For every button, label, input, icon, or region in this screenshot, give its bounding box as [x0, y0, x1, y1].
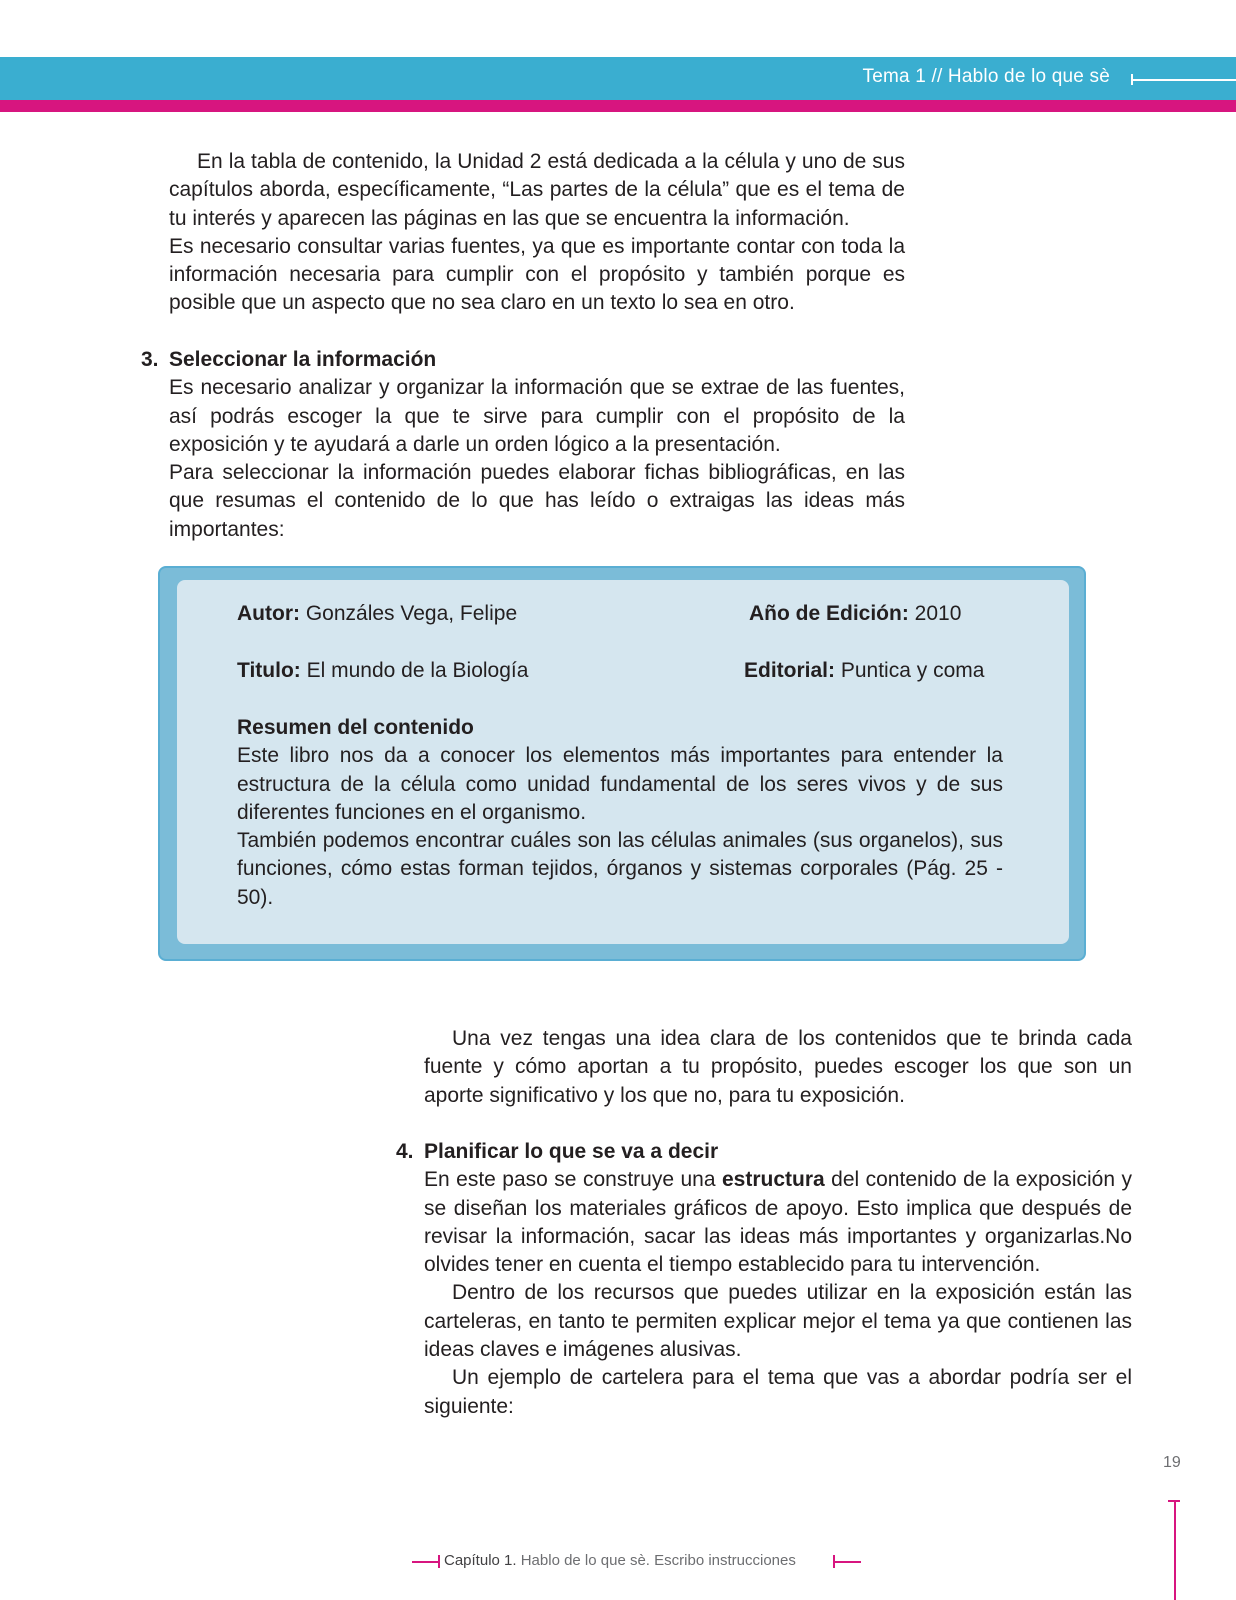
card-year-label: Año de Edición: [749, 602, 909, 625]
card-title [237, 657, 528, 685]
card-year-value: 2010 [908, 602, 962, 625]
side-rule [1174, 1500, 1176, 1600]
card-summary-heading: Resumen del contenido [237, 716, 474, 739]
footer-chapter-label: Capítulo 1. [444, 1552, 517, 1569]
section-number: 4. [396, 1140, 414, 1163]
section-3 [141, 346, 905, 544]
card-title-label: Titulo: [237, 659, 301, 682]
intro-paragraph: Es necesario consultar varias fuentes, ya que es importante contar con toda la información necesaria para cumplir con el propósito y también porque es posible que un aspecto que no sea claro en un texto lo sea en otro. [169, 234, 905, 315]
card-publisher [744, 657, 984, 685]
footer-rule-left [412, 1561, 440, 1563]
section-paragraph: Es necesario analizar y organizar la información que se extrae de las fuentes, así podrás escoger la que te sirve para cumplir con el propósito de la exposición y te ayudará a darle un orden lógico a la presentación. [169, 376, 905, 456]
section-body [169, 374, 905, 544]
footer-rule-left-cap [438, 1555, 440, 1568]
footer-chapter-text: Hablo de lo que sè. Escribo instrucciones [516, 1552, 796, 1569]
section-paragraph [424, 1166, 1132, 1279]
section-heading [396, 1138, 1132, 1166]
footer-chapter [444, 1552, 796, 1569]
running-header-title: Tema 1 // Hablo de lo que sè [862, 66, 1110, 87]
card-year [749, 600, 961, 628]
section-4 [396, 1138, 1132, 1421]
section-paragraph-text: En este paso se construye una [424, 1168, 722, 1192]
card-summary [237, 714, 1003, 912]
intro-paragraph: En la tabla de contenido, la Unidad 2 está dedicada a la célula y uno de sus capítulos aborda, específicamente, “Las partes de la célula” que es el tema de tu interés y aparecen las páginas en las que se encuentra la información. [169, 150, 905, 230]
card-publisher-label: Editorial: [744, 659, 836, 682]
section-title: Seleccionar la información [169, 348, 437, 371]
intro-text-block [169, 148, 905, 318]
after-card-text [424, 1025, 1132, 1110]
footer-rule-right-cap [833, 1555, 835, 1568]
section-paragraph-text: del contenido de la exposición y se diseñan los materiales gráficos de apoyo. Esto implica que después de revisar la información, sacar las ideas más importantes y organizarlas.No olvides tener en cuenta el tiempo establecido para tu intervención. [424, 1168, 1132, 1277]
card-publisher-value: Puntica y coma [835, 659, 985, 682]
page-number: 19 [1163, 1454, 1181, 1471]
card-author-label: Autor: [237, 602, 300, 625]
section-number: 3. [141, 348, 159, 371]
section-title: Planificar lo que se va a decir [424, 1140, 719, 1163]
card-summary-paragraph: También podemos encontrar cuáles son las células animales (sus organelos), sus funciones, cómo estas forman tejidos, órganos y sistemas corporales (Pág. 25 - 50). [237, 829, 1003, 909]
section-heading [141, 346, 905, 374]
after-card-paragraph: Una vez tengas una idea clara de los contenidos que te brinda cada fuente y cómo aportan a tu propósito, puedes escoger los que son un aporte significativo y los que no, para tu exposición. [424, 1027, 1132, 1107]
header-rule-cap [1131, 74, 1133, 85]
section-paragraph: Para seleccionar la información puedes elaborar fichas bibliográficas, en las que resumas el contenido de lo que has leído o extraigas las ideas más importantes: [169, 461, 905, 541]
header-rule [1131, 79, 1236, 81]
card-summary-paragraph: Este libro nos da a conocer los elementos más importantes para entender la estructura de la célula como unidad fundamental de los seres vivos y de sus diferentes funciones en el organismo. [237, 744, 1003, 824]
card-author [237, 600, 517, 628]
card-author-value: Gonzáles Vega, Felipe [299, 602, 518, 625]
footer-rule-right [833, 1561, 861, 1563]
emphasis-structure: estructura [721, 1168, 825, 1192]
section-body [424, 1166, 1132, 1421]
side-rule-cap [1168, 1500, 1180, 1502]
section-paragraph: Dentro de los recursos que puedes utilizar en la exposición están las carteleras, en tanto te permiten explicar mejor el tema ya que contienen las ideas claves e imágenes alusivas. [424, 1281, 1132, 1362]
header-accent-stripe [0, 100, 1236, 112]
card-title-value: El mundo de la Biología [300, 659, 529, 682]
section-paragraph: Un ejemplo de cartelera para el tema que vas a abordar podría ser el siguiente: [424, 1366, 1132, 1418]
